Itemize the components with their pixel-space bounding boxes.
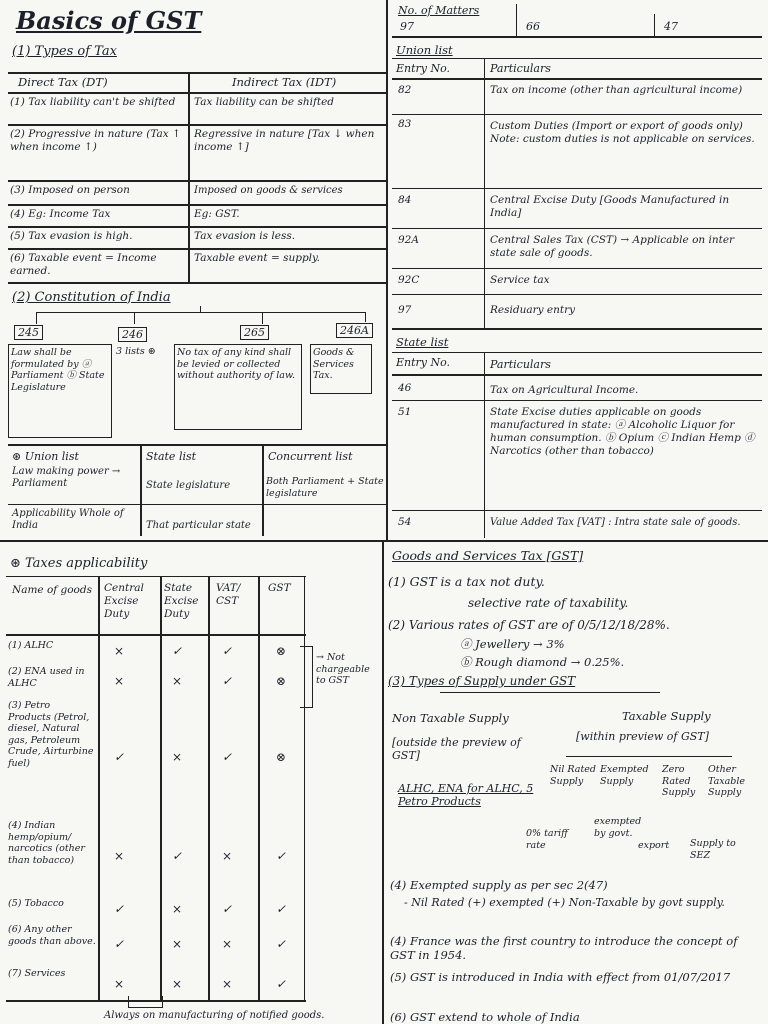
hdr-central: Central Excise Duty (104, 582, 144, 620)
idt-row-4: Eg: GST. (194, 208, 240, 220)
exempted-sub: exempted by govt. (594, 816, 642, 839)
applicability-mark: × (172, 750, 183, 764)
union-entry-label: Entry No. (396, 62, 451, 75)
idt-row-1: Tax liability can be shifted (194, 96, 335, 108)
gst-p2: (2) Various rates of GST are of 0/5/12/18/28%. (388, 618, 670, 632)
gst-heading: Goods and Services Tax [GST] (392, 548, 584, 563)
gst-p3: (3) Types of Supply under GST (388, 674, 576, 688)
constitution-heading: (2) Constitution of India (12, 290, 171, 305)
union-no-84: 84 (398, 194, 412, 206)
applicability-mark: ✓ (222, 902, 233, 916)
dt-row-3: (3) Imposed on person (10, 184, 130, 196)
applicability-mark: × (172, 937, 183, 951)
matters-state: 66 (526, 20, 540, 33)
applicability-row-name: (7) Services (8, 968, 66, 979)
applicability-mark: ✓ (222, 750, 233, 764)
gst-p5: (5) GST is introduced in India with effect from 01/07/2017 (390, 970, 731, 984)
idt-row-2: Regressive in nature [Tax ↓ when income ↑] (194, 128, 375, 153)
zero-rated-supply: Zero Rated Supply (662, 764, 696, 798)
article-246: 246 (118, 327, 147, 342)
other-taxable-supply: Other Taxable Supply (708, 764, 746, 798)
list-state-name: State list (146, 450, 197, 463)
applicability-mark: ⊗ (276, 644, 287, 658)
applicability-mark: ✓ (114, 937, 125, 951)
state-text-51: State Excise duties applicable on goods manufactured in state: ⓐ Alcoholic Liquor for human consumption. ⓑ Opium ⓒ Indian Hemp ⓓ Narcotics (other than tobacco) (490, 406, 755, 457)
applicability-mark: ✓ (114, 902, 125, 916)
union-no-83: 83 (398, 118, 412, 130)
gst-p2a: ⓐ Jewellery → 3% (460, 637, 565, 651)
state-particulars-label: Particulars (490, 358, 551, 371)
applicability-row-name: (3) Petro Products (Petrol, diesel, Natural gas, Petroleum Crude, Airturbine fuel) (8, 700, 94, 769)
hdr-name: Name of goods (12, 584, 92, 596)
list-concurrent-power: Both Parliament + State legislature (266, 476, 384, 499)
union-no-82: 82 (398, 84, 412, 96)
idt-row-3: Imposed on goods & services (194, 185, 343, 196)
applicability-mark: ✓ (222, 644, 233, 658)
applicability-mark: × (114, 849, 125, 863)
applicability-mark: ✓ (172, 849, 183, 863)
applicability-mark: ✓ (276, 902, 287, 916)
article-245-text: Law shall be formulated by ⓐ Parliament ⓑ State Legislature (8, 344, 112, 438)
applicability-mark: × (114, 977, 125, 991)
export-label: export (638, 840, 670, 851)
state-text-46: Tax on Agricultural Income. (490, 384, 639, 396)
gst-p1-sub: selective rate of taxability. (468, 596, 629, 610)
union-text-92a: Central Sales Tax (CST) → Applicable on inter state sale of goods. (490, 234, 735, 259)
union-text-83: Custom Duties (Import or export of goods only) Note: custom duties is not applicable on services. (490, 120, 755, 145)
idt-row-5: Tax evasion is less. (194, 230, 296, 242)
dt-row-6: (6) Taxable event = Income earned. (10, 252, 157, 277)
union-heading: Union list (396, 43, 453, 57)
list-concurrent-name: Concurrent list (268, 450, 353, 463)
article-265: 265 (240, 325, 269, 340)
dt-row-2: (2) Progressive in nature (Tax ↑ when income ↑) (10, 128, 181, 153)
sez-label: Supply to SEZ (690, 838, 736, 861)
article-265-text: No tax of any kind shall be levied or collected without authority of law. (174, 344, 302, 430)
union-text-82: Tax on income (other than agricultural income) (490, 84, 743, 96)
applicability-mark: × (172, 902, 183, 916)
col-indirect: Indirect Tax (IDT) (232, 75, 337, 89)
list-union-app: Applicability Whole of India (12, 508, 124, 531)
hdr-vat: VAT/ CST (216, 582, 241, 607)
state-text-54: Value Added Tax [VAT] : Intra state sale of goods. (490, 517, 741, 528)
applicability-mark: ✓ (172, 644, 183, 658)
union-no-92a: 92A (398, 234, 419, 246)
gst-p4-sub: - Nil Rated (+) exempted (+) Non-Taxable by govt supply. (404, 896, 725, 909)
applicability-mark: × (222, 977, 233, 991)
applicability-mark: × (114, 674, 125, 688)
applicability-mark: ✓ (114, 750, 125, 764)
within-preview: [within preview of GST] (576, 730, 709, 743)
applicability-mark: ⊗ (276, 750, 287, 764)
matters-concurrent: 47 (664, 20, 678, 33)
dt-row-5: (5) Tax evasion is high. (10, 230, 133, 242)
applicability-mark: ✓ (276, 977, 287, 991)
union-particulars-label: Particulars (490, 62, 551, 75)
outside-preview: [outside the preview of GST] (392, 736, 521, 762)
article-246a: 246A (336, 323, 373, 338)
gst-p4: (4) Exempted supply as per sec 2(47) (390, 878, 608, 892)
applicability-row-name: (5) Tobacco (8, 898, 64, 909)
union-text-97: Residuary entry (490, 304, 576, 316)
list-state-power: State legislature (146, 480, 231, 491)
union-no-97: 97 (398, 304, 412, 316)
applicability-footer: Always on manufacturing of notified goods. (104, 1010, 325, 1021)
state-no-51: 51 (398, 406, 412, 418)
applicability-heading: ⊛ Taxes applicability (10, 556, 148, 571)
union-text-92c: Service tax (490, 274, 550, 286)
nil-sub: 0% tariff rate (526, 828, 568, 851)
taxable-supply: Taxable Supply (622, 709, 711, 723)
non-taxable-supply: Non Taxable Supply (392, 711, 509, 725)
applicability-mark: ✓ (222, 674, 233, 688)
gst-p4b: (4) France was the first country to introduce the concept of GST in 1954. (390, 934, 738, 962)
matters-union: 97 (400, 20, 414, 33)
state-heading: State list (396, 335, 449, 349)
not-chargeable-note: → Not chargeable to GST (316, 652, 370, 686)
article-246a-text: Goods & Services Tax. (310, 344, 372, 394)
hdr-gst: GST (268, 582, 291, 594)
gst-p1: (1) GST is a tax not duty. (388, 574, 545, 589)
nil-rated-supply: Nil Rated Supply (550, 764, 596, 787)
hdr-state: State Excise Duty (164, 582, 199, 620)
gst-p6: (6) GST extend to whole of India (390, 1010, 580, 1024)
applicability-mark: ✓ (276, 937, 287, 951)
idt-row-6: Taxable event = supply. (194, 252, 320, 264)
list-union-name: ⊛ Union list (12, 450, 79, 463)
applicability-row-name: (6) Any other goods than above. (8, 924, 96, 947)
state-entry-label: Entry No. (396, 356, 451, 369)
gst-p2b: ⓑ Rough diamond → 0.25%. (460, 655, 625, 669)
applicability-mark: ⊗ (276, 674, 287, 688)
applicability-mark: × (114, 644, 125, 658)
exempted-supply: Exempted Supply (600, 764, 649, 787)
union-no-92c: 92C (398, 274, 420, 286)
applicability-mark: × (172, 977, 183, 991)
col-direct: Direct Tax (DT) (18, 75, 108, 89)
non-taxable-examples: ALHC, ENA for ALHC, 5 Petro Products (398, 782, 534, 808)
state-no-46: 46 (398, 382, 412, 394)
applicability-mark: × (172, 674, 183, 688)
dt-row-4: (4) Eg: Income Tax (10, 208, 111, 220)
list-union-power: Law making power → Parliament (12, 466, 121, 489)
list-state-app: That particular state (146, 520, 251, 531)
state-no-54: 54 (398, 516, 412, 528)
article-245: 245 (14, 325, 43, 340)
applicability-row-name: (2) ENA used in ALHC (8, 666, 85, 689)
applicability-mark: × (222, 937, 233, 951)
dt-row-1: (1) Tax liability can't be shifted (10, 96, 176, 108)
types-heading: (1) Types of Tax (12, 44, 117, 59)
applicability-mark: ✓ (276, 849, 287, 863)
page-title: Basics of GST (16, 6, 202, 35)
applicability-row-name: (1) ALHC (8, 640, 54, 651)
applicability-row-name: (4) Indian hemp/opium/ narcotics (other than tobacco) (8, 820, 85, 866)
article-246-text: 3 lists ⊛ (116, 346, 156, 357)
applicability-mark: × (222, 849, 233, 863)
matters-label: No. of Matters (398, 4, 480, 17)
union-text-84: Central Excise Duty [Goods Manufactured in India] (490, 194, 730, 219)
